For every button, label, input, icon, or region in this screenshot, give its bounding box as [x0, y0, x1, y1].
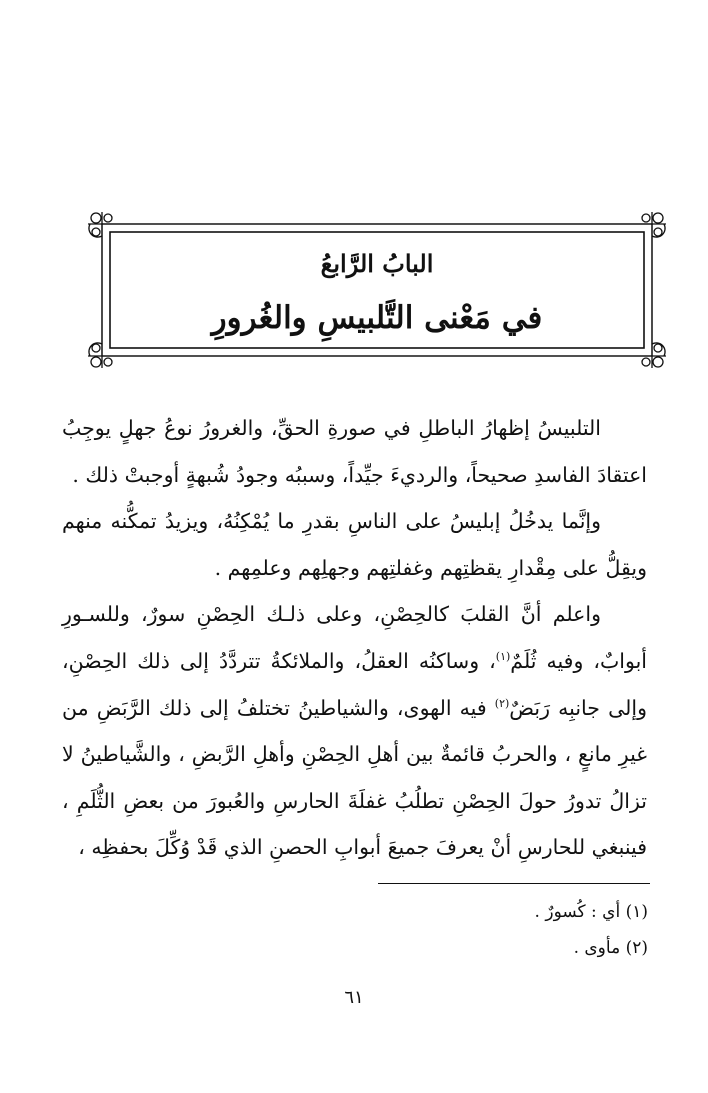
- footnote-separator: [378, 883, 650, 884]
- footnote: (١) أي : كُسورٌ .: [534, 902, 648, 922]
- paragraph-text: واعلم أنَّ القلبَ كالحِصْنِ، وعلى ذلـك الحِصْنِ سورٌ، وللسـورِ أبوابٌ، وفيه ثُلَمٌ: [62, 602, 647, 673]
- ornamental-border: [86, 212, 668, 368]
- chapter-title-frame: [86, 212, 668, 368]
- paragraph-text: التلبيسُ إظهارُ الباطلِ في صورةِ الحقِّ، والغرورُ نوعُ جهلٍ يوجِبُ اعتقادَ الفاسدِ صحيحاً، والرديءَ جيِّداً، وسببُه وجودُ شُبهةٍ أوجبتْ ذلك .: [62, 416, 647, 487]
- page-number: ٦١: [344, 987, 364, 1008]
- body-text: [62, 405, 647, 871]
- chapter-title: في مَعْنى التَّلبيسِ والغُرورِ: [211, 300, 543, 336]
- chapter-number: البابُ الرَّابعُ: [320, 249, 434, 278]
- footnote: (٢) مأوى .: [573, 938, 648, 958]
- paragraph: [62, 498, 647, 591]
- paragraph: [62, 405, 647, 498]
- footnotes: [300, 894, 648, 966]
- paragraph-text: فيه الهوى، والشياطينُ تختلفُ إلى ذلك الرَّبَضِ من غيرِ مانعٍ ، والحربُ قائمةٌ بين أهلِ الحِصْنِ وأهلِ الرَّبضِ ، والشَّياطينُ لا تزالُ تدورُ حولَ الحِصْنِ تطلُبُ غفلَةَ الحارسِ والعُبورَ من بعضِ الثُّلَمِ ، فينبغي للحارسِ أنْ يعرفَ جميعَ أبوابِ الحصنِ الذي قَدْ وُكِّلَ بحفظِه ،: [62, 695, 647, 860]
- footnote-reference: (١): [495, 650, 511, 664]
- paragraph-text: وإنَّما يدخُلُ إبليسُ على الناسِ بقدرِ ما يُمْكِنُهُ، ويزيدُ تمكُّنه منهم ويقِلُّ على مِقْدارِ يقظتِهم وغفلتِهم وجهلِهم وعلمِهم .: [62, 509, 647, 580]
- paragraph: [62, 591, 647, 871]
- footnote-reference: (٢): [494, 696, 510, 710]
- paragraph-text: ، وساكنُه العقلُ، والملائكةُ تتردَّدُ إلى ذلك الحِصْنِ، وإلى جانبِه رَبَضٌ: [62, 648, 647, 720]
